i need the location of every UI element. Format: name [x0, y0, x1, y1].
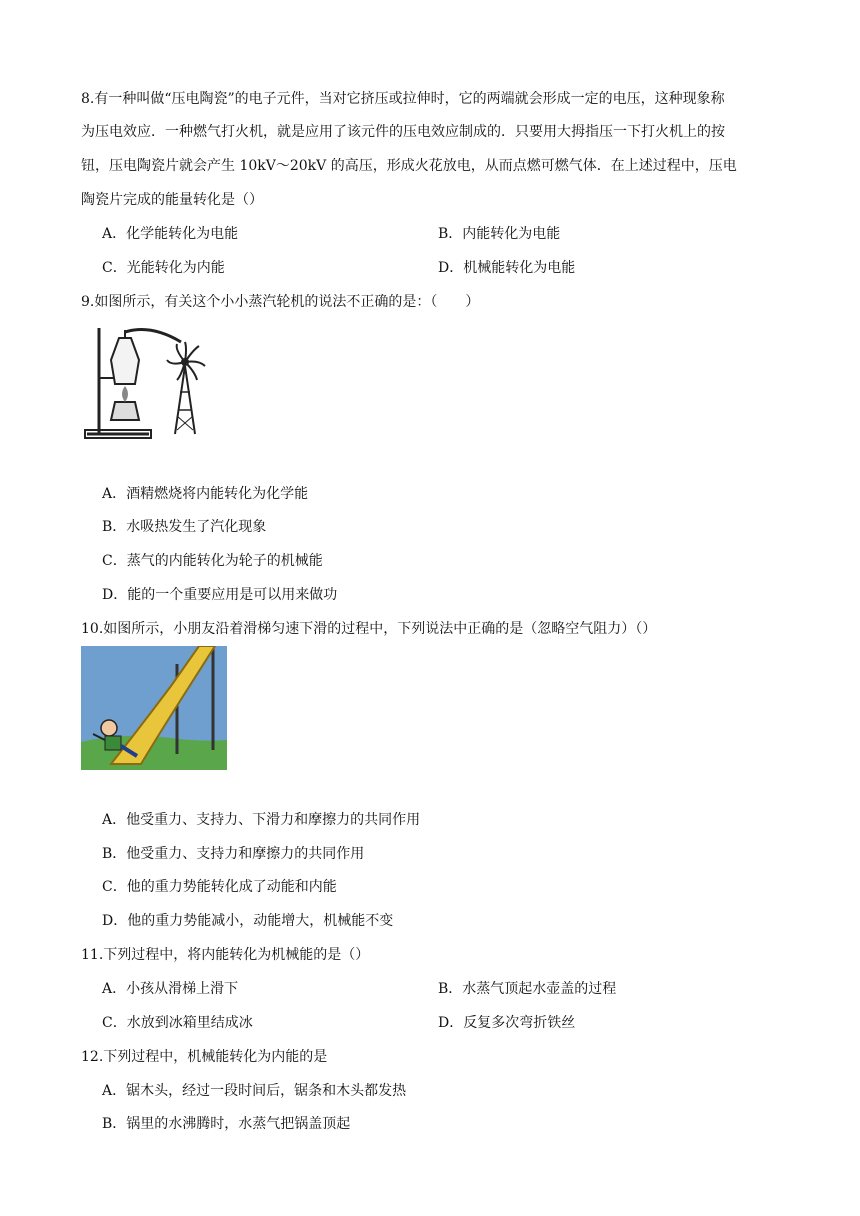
q9-option-a: A．酒精燃烧将内能转化为化学能 [102, 486, 309, 502]
q9-stem: 9.如图所示，有关这个小小蒸汽轮机的说法不正确的是：（ ） [81, 294, 480, 310]
q8-stem-line-4: 陶瓷片完成的能量转化是（） [81, 192, 263, 208]
q8-stem-line-1: 8.有一种叫做“压电陶瓷”的电子元件，当对它挤压或拉伸时，它的两端就会形成一定的电压，这种现象称 [81, 91, 725, 107]
q12-option-b: B．锅里的水沸腾时，水蒸气把锅盖顶起 [102, 1116, 351, 1132]
q9-option-c: C．蒸气的内能转化为轮子的机械能 [102, 553, 323, 569]
q11-option-b: B．水蒸气顶起水壶盖的过程 [438, 981, 617, 997]
q9-option-b: B．水吸热发生了汽化现象 [102, 519, 267, 535]
q12-option-a: A．锯木头，经过一段时间后，锯条和木头都发热 [102, 1083, 407, 1099]
q11-stem: 11.下列过程中，将内能转化为机械能的是（） [81, 947, 370, 963]
q8-option-b: B．内能转化为电能 [438, 226, 561, 242]
q8-option-a: A．化学能转化为电能 [102, 226, 239, 242]
q10-option-d: D．他的重力势能减小，动能增大，机械能不变 [102, 913, 394, 929]
steam-turbine-figure [81, 320, 211, 442]
q10-option-b: B．他受重力、支持力和摩擦力的共同作用 [102, 846, 365, 862]
q8-option-d: D．机械能转化为电能 [438, 260, 576, 276]
q10-option-c: C．他的重力势能转化成了动能和内能 [102, 879, 337, 895]
q8-stem-line-3: 钮，压电陶瓷片就会产生 10kV～20kV 的高压，形成火花放电，从而点燃可燃气体．在上述过程中，压电 [81, 158, 737, 174]
q11-option-d: D．反复多次弯折铁丝 [438, 1015, 576, 1031]
q10-option-a: A．他受重力、支持力、下滑力和摩擦力的共同作用 [102, 812, 421, 828]
slide-figure [81, 646, 227, 770]
q12-stem: 12.下列过程中，机械能转化为内能的是 [81, 1049, 328, 1065]
q10-stem: 10.如图所示，小朋友沿着滑梯匀速下滑的过程中，下列说法中正确的是（忽略空气阻力）（） [81, 621, 657, 637]
q11-option-c: C．水放到冰箱里结成冰 [102, 1015, 253, 1031]
q8-stem-line-2: 为压电效应．一种燃气打火机，就是应用了该元件的压电效应制成的．只要用大拇指压一下打火机上的按 [81, 124, 725, 140]
q8-option-c: C．光能转化为内能 [102, 260, 225, 276]
q11-option-a: A．小孩从滑梯上滑下 [102, 981, 239, 997]
q9-option-d: D．能的一个重要应用是可以用来做功 [102, 587, 338, 603]
